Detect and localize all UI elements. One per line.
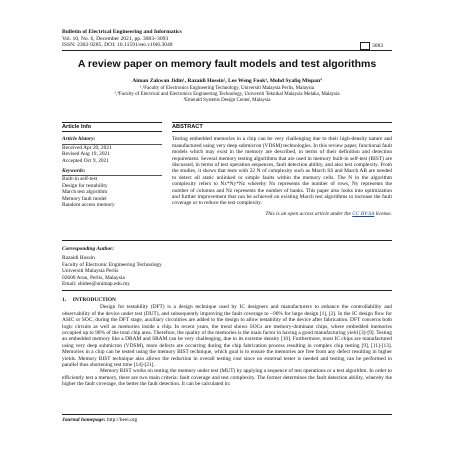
- license-end: license.: [374, 210, 392, 217]
- corresponding-line: Universiti Malaysia Perlis: [62, 268, 119, 275]
- keyword-item: Built-in self-test: [62, 176, 98, 183]
- journal-name: Bulletin of Electrical Engineering and Informatics: [62, 29, 182, 35]
- license-text: This is an open access article under the: [265, 210, 353, 217]
- journal-issn: ISSN: 2302-9285, DOI: 10.11591/eei.v10i6.3048: [62, 42, 173, 49]
- section-rule: [62, 240, 392, 241]
- intro-paragraph: Memory BIST works on testing the memory under test (MUT) by applying a sequence of test operations or a test algorithm. In order to efficiently test a memory, there are two main criteria: fault coverage and test complexity. The former determines the fault detection ability, whereby the higher the fault coverage, the better the fault detection. It can be calculated in:: [62, 368, 392, 388]
- paper-title: A review paper on memory fault models and test algorithms: [77, 58, 377, 70]
- intro-paragraph: Design for testability (DFT) is a design technique used by IC designers and manufacturers to enhance the controllability and observability of the device under test (DUT), and subsequently improving the fault coverage to ~90% for large design [1], [2]. In the IC design flow for ASIC or SOC, during the DFT stage, auxiliary circuitries are added to the design to allow testability of the device after fabrication. DFT concerns both logic circuits as well as memories inside a chip. In recent years, the trend shows SOCs are memory-dominant chips, where embedded memories occupied up to 90% of the total chip area. Therefore, the quality of the memories is the main factor in having a good manufacturing yield [3]-[9]. Testing an embedded memory like a DRAM and SRAM can be very challenging, due to its extreme density [10]. Furthermore, most IC chips are manufactured using very deep submicron (VDSM), more defects are occurring during the chip fabrication process resulting in complex chip testing [9], [11]-[13]. Memories in a chip can be tested using the memory BIST technique, which goal is to ensure the memories are free from any defect resulting in higher yields. Memory BIST technique also allows the reduction in overall testing cost since no external tester is needed and testing can be performed in parallel thus shortening test time [14]-[21].: [62, 304, 392, 369]
- journal-header: [62, 29, 392, 49]
- keyword-item: Random access memory: [62, 202, 115, 209]
- affiliations: [62, 86, 392, 104]
- paper-authors: Aiman Zakwan Jidin¹, Razaidi Hussin², Lee Weng Fook³, Mohd Syafiq Mispan⁴: [132, 78, 322, 84]
- affiliation-line: ³Emerald Systems Design Center, Malaysia: [183, 98, 271, 103]
- abstract-heading: ABSTRACT: [172, 122, 392, 132]
- keyword-item: Memory fault model: [62, 195, 107, 202]
- keywords-heading: Keywords:: [62, 168, 162, 176]
- history-item: Received Apr 20, 2021: [62, 144, 112, 151]
- corresponding-line: 02600 Arau, Perlis, Malaysia: [62, 274, 125, 281]
- license-note: [172, 211, 392, 217]
- corresponding-line: Faculty of Electronic Engineering Technology: [62, 261, 162, 268]
- introduction: [62, 297, 392, 388]
- article-history-heading: Article history:: [62, 136, 162, 144]
- keyword-item: Design for testability: [62, 182, 108, 189]
- corresponding-heading: Corresponding Author:: [62, 246, 115, 252]
- footer-label: Journal homepage:: [62, 417, 106, 423]
- corresponding-line: Razaidi Hussin: [62, 255, 95, 262]
- section-rule: [62, 290, 392, 291]
- article-info-heading: Article Info: [62, 122, 162, 132]
- article-info: [62, 122, 162, 208]
- affiliation-line: ¹,⁴Faculty of Electrical and Electronics Engineering Technology, Universiti Teknikal Malaysia Melaka, Malaysia: [114, 92, 340, 97]
- history-item: Accepted Oct 9, 2021: [62, 157, 110, 164]
- intro-heading: 1. INTRODUCTION: [62, 297, 116, 303]
- page-ref: [360, 42, 383, 50]
- page-footer: [62, 414, 392, 423]
- abstract-text: Testing embedded memories in a chip can be very challenging due to their high-density nature and manufactured using very deep submicron (VDSM) technologies. In this review paper, functional fault models which may exist in the memory are described, in terms of their definition and detection requirement. Several memory testing algorithms that are used in memory built-in self-test (BIST) are discussed, in terms of test operation sequences, fault detection ability, and also test complexity. From the studies, it shows that tests with 22 N of complexity such as March SS and March AB are needed to detect all static unlinked or simple faults within the memory cells. The N in the algorithm complexity refers to Nx*Ny*Nz whereby Nx represents the number of rows, Ny represents the number of columns and Nz represents the number of banks. This paper also looks into optimization and further improvement that can be achieved on existing March test algorithms to increase the fault coverage or to reduce the test complexity.: [172, 136, 392, 207]
- footer-url[interactable]: http://beei.org: [105, 417, 138, 423]
- journal-box-icon: [360, 42, 370, 50]
- keyword-item: March test algorithm: [62, 189, 108, 196]
- page-number: 3083: [372, 43, 384, 49]
- affiliation-line: ¹,²Faculty of Electronics Engineering Technology, Universiti Malaysia Perlis, Malaysia: [140, 86, 314, 91]
- corresponding-line: Email: shidee@unimap.edu.my: [62, 281, 130, 288]
- corresponding-author: [62, 246, 392, 287]
- history-item: Revised Aug 19, 2021: [62, 151, 110, 158]
- license-link[interactable]: CC BY-SA: [352, 210, 375, 217]
- header-rule: [62, 50, 392, 51]
- journal-volume: Vol. 10, No. 6, December 2021, pp. 3083~3093: [62, 35, 169, 42]
- abstract-block: [172, 122, 392, 217]
